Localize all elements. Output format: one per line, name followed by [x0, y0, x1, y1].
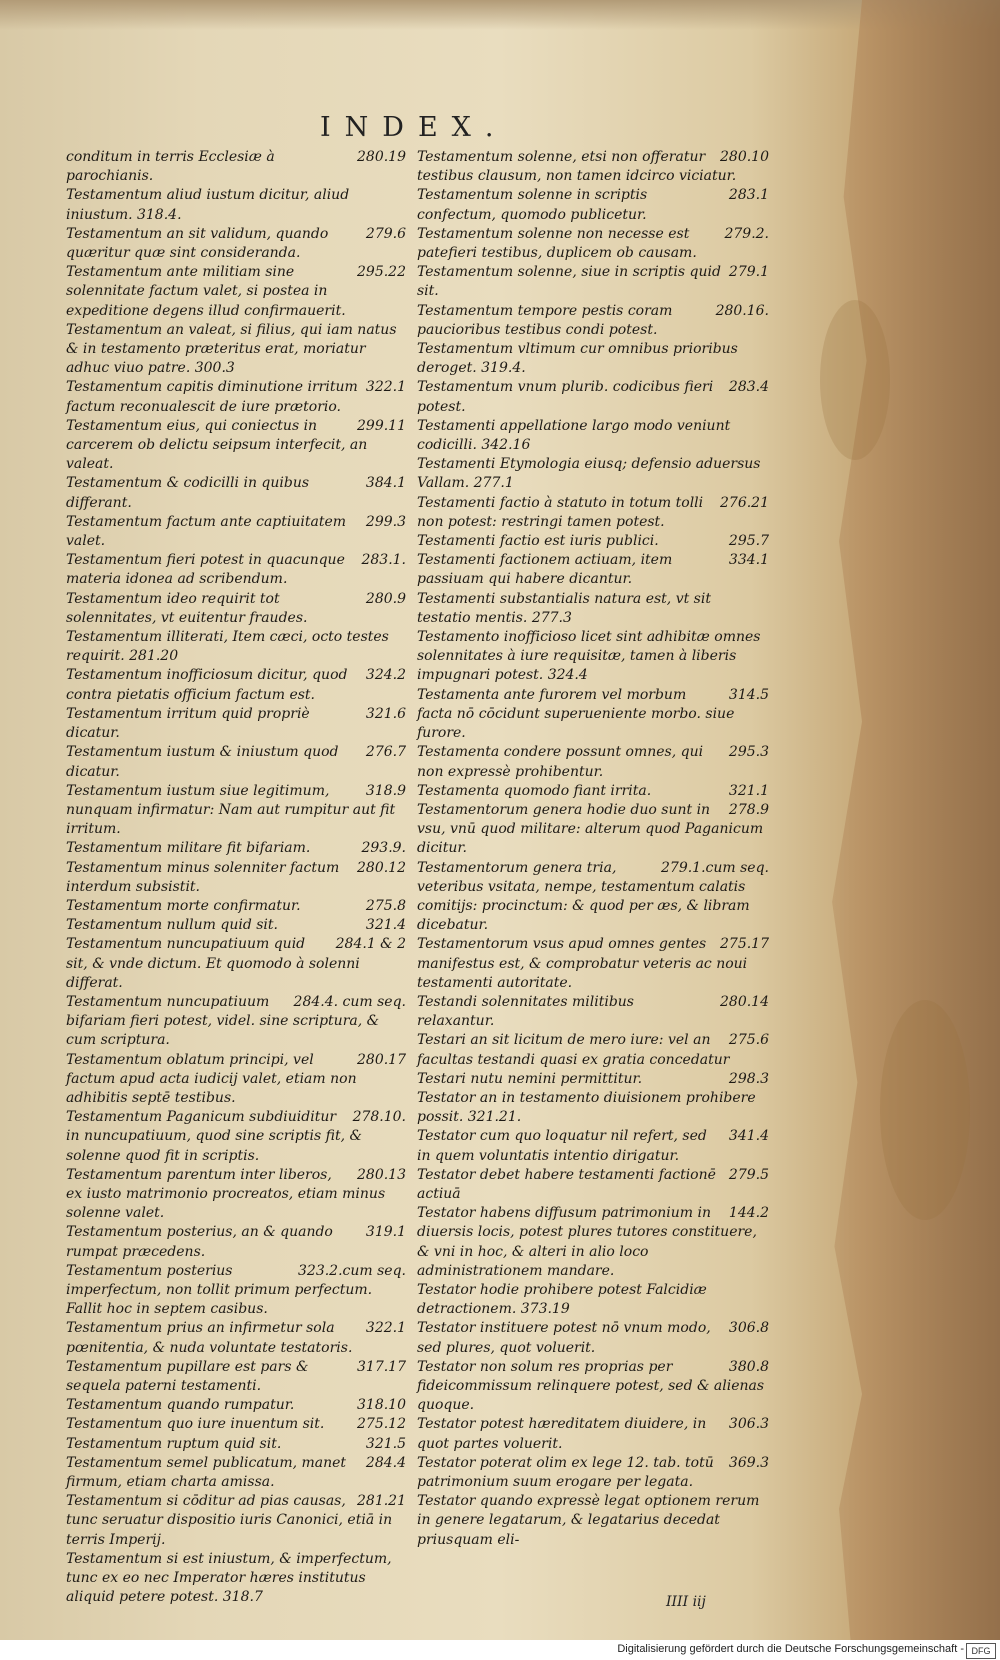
signature-mark: IIII iij: [666, 1594, 706, 1610]
index-entry-text: Testamenta ante furorem vel morbum facta nō cōcidunt superueniente morbo. siue furore.: [417, 686, 735, 742]
index-entry-page-ref: 279.2.: [724, 225, 769, 242]
index-entry: [417, 1204, 769, 1281]
index-entry-text: Testamentum vnum plurib. codicibus fieri potest.: [417, 379, 714, 415]
index-entry-text: Testator non solum res proprias per fideicommissum relinquere potest, sed & alienas quoque.: [417, 1358, 765, 1414]
index-entry-text: Testamentum ante militiam sine solennitate factum valet, si postea in expeditione degens illud confirmauerit.: [66, 264, 346, 319]
index-entry: [417, 590, 769, 628]
index-entry-text: Testamentorum genera hodie duo sunt in vsu, vnū quod militare: alterum quod Paganicum dicitur.: [417, 801, 764, 857]
index-entry: [417, 494, 769, 532]
index-entry: [66, 1396, 406, 1415]
index-entry: [66, 1051, 406, 1109]
dfg-logo: DFG: [966, 1643, 996, 1659]
index-entry: [66, 263, 406, 321]
index-entry-page-ref: 275.8: [365, 897, 406, 914]
index-entry-text: Testamentum Paganicum subdiuiditur in nuncupatiuum, quod sine scriptis fit, & solenne quod fit in scriptis.: [66, 1109, 362, 1164]
index-entry: [417, 1492, 769, 1550]
index-entry: [66, 551, 406, 589]
index-entry-text: Testamentum ruptum quid sit.: [66, 1435, 282, 1452]
index-entry-page-ref: 281.21: [357, 1493, 406, 1510]
index-entry: [66, 1454, 406, 1492]
index-entry: [66, 628, 406, 666]
index-entry-text: Testamenti substantialis natura est, vt sit testatio mentis. 277.3: [417, 590, 711, 626]
index-entry-page-ref: 279.6: [365, 225, 406, 242]
index-entry-page-ref: 334.1: [728, 552, 769, 569]
index-entry-page-ref: 275.12: [357, 1416, 406, 1433]
index-entry-text: Testamentum solenne in scriptis confectum, quomodo publicetur.: [417, 187, 648, 223]
index-entry: [417, 378, 769, 416]
index-column-left: [66, 148, 406, 1607]
index-entry-page-ref: 278.9: [728, 801, 769, 818]
index-entry-text: Testamentum solenne, siue in scriptis quid sit.: [417, 264, 721, 300]
index-entry-text: Testamentum an valeat, si filius, qui iam natus & in testamento præteritus erat, moriatur adhuc viuo patre. 300.3: [66, 321, 397, 377]
index-entry-text: Testamenti Etymologia eiusq; defensio aduersus Vallam. 277.1: [417, 456, 761, 492]
index-entry: [66, 417, 406, 475]
index-entry-page-ref: 319.1: [365, 1224, 406, 1241]
index-entry-text: Testamentum an sit validum, quando quæritur quæ sint consideranda.: [66, 225, 329, 262]
index-entry: [66, 225, 406, 263]
index-entry-text: Testator potest hæreditatem diuidere, in quot partes voluerit.: [417, 1416, 707, 1452]
page-header: INDEX.: [320, 112, 508, 143]
index-entry-page-ref: 321.1: [728, 782, 769, 799]
index-entry-text: Testamentum oblatum principi, vel factum apud acta iudicij valet, etiam non adhibitis septē testibus.: [66, 1051, 357, 1106]
index-entry: [66, 1358, 406, 1396]
index-entry-text: Testamentum eius, qui coniectus in carcerem ob delictu seipsum interfecit, an valeat.: [66, 417, 368, 473]
index-entry: [417, 935, 769, 993]
index-entry: [66, 474, 406, 512]
index-entry-page-ref: 317.17: [357, 1358, 406, 1375]
index-entry: [66, 1262, 406, 1320]
index-entry-text: Testamentum fieri potest in quacunque materia idonea ad scribendum.: [66, 552, 345, 588]
index-entry-page-ref: 321.5: [365, 1435, 406, 1452]
index-entry-page-ref: 299.11: [357, 417, 406, 434]
index-entry: [417, 186, 769, 224]
index-entry-text: Testator hodie prohibere potest Falcidiæ detractionem. 373.19: [417, 1281, 707, 1318]
index-entry: [417, 148, 769, 186]
index-entry-text: Testamentum inofficiosum dicitur, quod contra pietatis officium factum est.: [66, 667, 348, 703]
index-entry-text: Testamento inofficioso licet sint adhibitæ omnes solennitates à iure requisitæ, tamen à liberis impugnari potest. 324.4: [417, 629, 761, 684]
index-entry: [417, 340, 769, 378]
index-entry-text: Testator quando expressè legat optionem rerum in genere legatarum, & legatarius decedat priusquam eli-: [417, 1493, 760, 1548]
index-entry-page-ref: 283.1.: [361, 552, 406, 569]
index-entry-page-ref: 144.2: [728, 1205, 769, 1222]
index-entry-page-ref: 295.22: [357, 264, 406, 281]
index-entry-page-ref: 279.5: [728, 1166, 769, 1183]
index-entry-page-ref: 280.17: [357, 1051, 406, 1068]
index-entry: [417, 532, 769, 551]
index-entry-page-ref: 380.8: [728, 1358, 769, 1375]
index-entry-text: Testamentum posterius, an & quando rumpat præcedens.: [66, 1224, 333, 1260]
index-entry-text: Testamenti factio est iuris publici.: [417, 533, 659, 550]
index-entry: [66, 859, 406, 897]
index-entry: [66, 897, 406, 916]
index-entry-text: Testator an in testamento diuisionem prohibere possit. 321.21.: [417, 1089, 756, 1126]
index-entry-page-ref: 306.3: [728, 1416, 769, 1433]
index-entry-page-ref: 322.1: [365, 379, 406, 396]
index-entry-text: Testamenta condere possunt omnes, qui non expressè prohibentur.: [417, 744, 704, 780]
index-entry: [417, 1358, 769, 1416]
index-entry-text: Testamentum tempore pestis coram paucioribus testibus condi potest.: [417, 302, 673, 338]
index-entry-text: Testamentum capitis diminutione irritum factum reconualescit de iure prætorio.: [66, 379, 358, 415]
index-entry-text: Testamentum iustum siue legitimum, nunquam infirmatur: Nam aut rumpitur aut fit irritum.: [66, 782, 396, 838]
index-entry-text: Testator poterat olim ex lege 12. tab. totū patrimonium suum erogare per legata.: [417, 1454, 714, 1491]
index-entry-text: Testamentum pupillare est pars & sequela paterni testamenti.: [66, 1358, 309, 1394]
index-entry-text: conditum in terris Ecclesiæ à parochianis.: [66, 149, 275, 185]
index-entry-page-ref: 283.4: [728, 379, 769, 396]
index-entry: [417, 1031, 769, 1069]
index-entry: [417, 1127, 769, 1165]
index-entry-page-ref: 280.12: [357, 859, 406, 876]
index-entry: [417, 225, 769, 263]
index-entry: [417, 686, 769, 744]
index-entry: [66, 782, 406, 840]
index-entry-page-ref: 321.4: [365, 917, 406, 934]
index-entry-page-ref: 280.10: [720, 149, 769, 165]
index-entry-page-ref: 295.7: [728, 533, 769, 550]
index-entry: [417, 302, 769, 340]
index-entry: [417, 782, 769, 801]
index-entry: [417, 551, 769, 589]
index-entry-text: Testamentum militare fit bifariam.: [66, 840, 311, 857]
index-entry-text: Testator debet habere testamenti factionē actiuā: [417, 1166, 716, 1202]
index-entry-text: Testamentum ideo requirit tot solennitates, vt euitentur fraudes.: [66, 590, 308, 626]
index-entry: [417, 417, 769, 455]
index-entry-page-ref: 283.1: [728, 187, 769, 204]
index-entry: [66, 513, 406, 551]
index-entry-text: Testamentum morte confirmatur.: [66, 897, 301, 914]
index-entry: [66, 1550, 406, 1608]
index-entry: [417, 455, 769, 493]
index-entry-page-ref: 299.3: [365, 513, 406, 530]
index-column-right: [417, 148, 769, 1550]
index-entry-text: Testamentum iustum & iniustum quod dicatur.: [66, 744, 339, 780]
index-entry-text: Testamentum aliud iustum dicitur, aliud iniustum. 318.4.: [66, 187, 350, 223]
index-entry-page-ref: 306.8: [728, 1320, 769, 1337]
page-top-edge: [0, 0, 1000, 30]
index-entry-page-ref: 276.21: [720, 494, 769, 511]
index-entry: [66, 935, 406, 993]
index-entry-text: Testamentum vltimum cur omnibus prioribus deroget. 319.4.: [417, 341, 738, 377]
index-entry: [417, 743, 769, 781]
index-entry-page-ref: 318.9: [365, 782, 406, 799]
footer-credit: Digitalisierung gefördert durch die Deutsche Forschungsgemeinschaft -: [617, 1643, 964, 1655]
index-entry-page-ref: 280.9: [365, 590, 406, 607]
index-entry: [417, 263, 769, 301]
index-entry-text: Testamentum quo iure inuentum sit.: [66, 1416, 325, 1433]
index-entry-page-ref: 314.5: [728, 686, 769, 703]
index-entry: [417, 1089, 769, 1127]
index-entry-text: Testari nutu nemini permittitur.: [417, 1070, 643, 1087]
index-entry-page-ref: 275.6: [728, 1032, 769, 1049]
index-entry-page-ref: 280.13: [357, 1166, 406, 1183]
index-entry-text: Testamentum si est iniustum, & imperfectum, tunc ex eo nec Imperator hæres institutus aliquid petere potest. 318.7: [66, 1550, 392, 1606]
index-entry: [66, 1319, 406, 1357]
index-entry-page-ref: 323.2.cum seq.: [298, 1262, 406, 1279]
index-entry-text: Testamentum factum ante captiuitatem valet.: [66, 513, 347, 550]
index-entry-text: Testamentum minus solenniter factum interdum subsistit.: [66, 859, 340, 895]
index-entry-page-ref: 275.17: [720, 936, 769, 953]
index-entry: [66, 1435, 406, 1454]
index-entry-text: Testamentum prius an infirmetur sola pœnitentia, & nuda voluntate testatoris.: [66, 1320, 353, 1356]
index-entry: [66, 705, 406, 743]
index-entry-page-ref: 293.9.: [361, 840, 406, 857]
index-entry-page-ref: 279.1.cum seq.: [661, 859, 769, 876]
index-entry: [66, 590, 406, 628]
index-entry-text: Testator cum quo loquatur nil refert, sed in quem voluntatis intentio dirigatur.: [417, 1128, 707, 1164]
index-entry: [66, 1415, 406, 1434]
index-entry-text: Testamentum solenne non necesse est patefieri testibus, duplicem ob causam.: [417, 225, 697, 262]
index-entry-text: Testator habens diffusum patrimonium in diuersis locis, potest plures tutores constituere, & vni in hoc, & alteri in alio loco administrationem mandare.: [417, 1205, 757, 1279]
index-entry: [66, 1108, 406, 1166]
index-entry: [417, 859, 769, 936]
index-entry-text: Testamenti factionem actiuam, item passiuam qui habere dicantur.: [417, 552, 673, 588]
index-entry: [66, 186, 406, 224]
index-entry: [66, 839, 406, 858]
index-entry-text: Testamentum nuncupatiuum quid sit, & vnde dictum. Et quomodo à solenni differat.: [66, 936, 360, 991]
index-entry-page-ref: 318.10: [357, 1397, 406, 1414]
index-entry-text: Testandi solennitates militibus relaxantur.: [417, 993, 634, 1030]
index-entry-page-ref: 322.1: [365, 1320, 406, 1337]
index-entry: [417, 993, 769, 1031]
index-entry-text: Testamentum solenne, etsi non offeratur testibus clausum, non tamen idcirco viciatur.: [417, 149, 737, 185]
index-entry-page-ref: 280.16.: [715, 302, 769, 319]
index-entry: [66, 743, 406, 781]
index-entry-text: Testamentum quando rumpatur.: [66, 1397, 295, 1414]
index-entry-text: Testamentum si cōditur ad pias causas, tunc seruatur dispositio iuris Canonici, etiā in terris Imperij.: [66, 1493, 393, 1548]
index-entry-page-ref: 284.1 & 2: [335, 936, 406, 953]
index-entry-text: Testamentum parentum inter liberos, ex iusto matrimonio procreatos, etiam minus solenne valet.: [66, 1166, 386, 1222]
index-entry-text: Testamentum posterius imperfectum, non tollit primum perfectum. Fallit hoc in septem casibus.: [66, 1262, 373, 1318]
footer-bar: [0, 1640, 1000, 1660]
index-entry-text: Testamentum irritum quid propriè dicatur.: [66, 705, 310, 742]
index-entry-page-ref: 278.10.: [352, 1109, 406, 1126]
index-entry-text: Testamenta quomodo fiant irrita.: [417, 782, 652, 799]
index-entry-text: Testamentum semel publicatum, manet firmum, etiam charta amissa.: [66, 1454, 347, 1491]
index-entry-page-ref: 280.14: [720, 993, 769, 1010]
index-entry-text: Testamentorum genera tria, veteribus vsitata, nempe, testamentum calatis comitijs: procinctum: & quod per æs, & libram dicebatur.: [417, 859, 750, 934]
index-entry: [417, 1415, 769, 1453]
index-entry-page-ref: 284.4. cum seq.: [293, 993, 406, 1010]
index-entry: [66, 916, 406, 935]
index-entry-text: Testamenti appellatione largo modo veniunt codicilli. 342.16: [417, 417, 731, 454]
torn-page-edge: [770, 0, 1000, 1640]
index-entry-text: Testamentum & codicilli in quibus differant.: [66, 475, 310, 511]
index-entry: [66, 1492, 406, 1550]
index-entry-page-ref: 324.2: [365, 667, 406, 684]
index-entry-text: Testamentum nullum quid sit.: [66, 917, 278, 934]
index-entry-page-ref: 276.7: [365, 744, 406, 761]
page-stain: [820, 300, 890, 460]
index-entry-page-ref: 298.3: [728, 1070, 769, 1087]
index-entry: [66, 993, 406, 1051]
index-entry-page-ref: 295.3: [728, 744, 769, 761]
index-entry: [417, 801, 769, 859]
index-entry: [66, 148, 406, 186]
page-stain: [880, 1000, 970, 1220]
index-entry: [66, 1166, 406, 1224]
index-entry: [66, 1223, 406, 1261]
index-entry-text: Testamenti factio à statuto in totum tolli non potest: restringi tamen potest.: [417, 494, 704, 530]
index-entry-text: Testari an sit licitum de mero iure: vel an facultas testandi quasi ex gratia concedatur: [417, 1032, 730, 1068]
index-entry-text: Testamentum nuncupatiuum bifariam fieri potest, videl. sine scriptura, & cum scriptura.: [66, 993, 380, 1049]
index-entry-page-ref: 369.3: [728, 1454, 769, 1471]
index-entry: [66, 321, 406, 379]
index-entry-text: Testamentum illiterati, Item cæci, octo testes requirit. 281.20: [66, 629, 389, 665]
index-entry-text: Testator instituere potest nō vnum modo, sed plures, quot voluerit.: [417, 1320, 711, 1356]
index-entry: [417, 1166, 769, 1204]
index-entry-page-ref: 279.1: [728, 264, 769, 281]
index-entry-page-ref: 321.6: [365, 705, 406, 722]
index-entry-text: Testamentorum vsus apud omnes gentes manifestus est, & comprobatur veteris ac noui testamenti autoritate.: [417, 936, 748, 991]
index-entry: [66, 666, 406, 704]
index-entry-page-ref: 384.1: [365, 475, 406, 492]
index-entry: [417, 1454, 769, 1492]
index-entry: [66, 378, 406, 416]
index-entry: [417, 1281, 769, 1319]
index-entry: [417, 628, 769, 686]
index-entry: [417, 1070, 769, 1089]
index-entry-page-ref: 341.4: [728, 1128, 769, 1145]
index-entry-page-ref: 280.19: [357, 149, 406, 165]
index-entry: [417, 1319, 769, 1357]
index-entry-page-ref: 284.4: [365, 1454, 406, 1471]
